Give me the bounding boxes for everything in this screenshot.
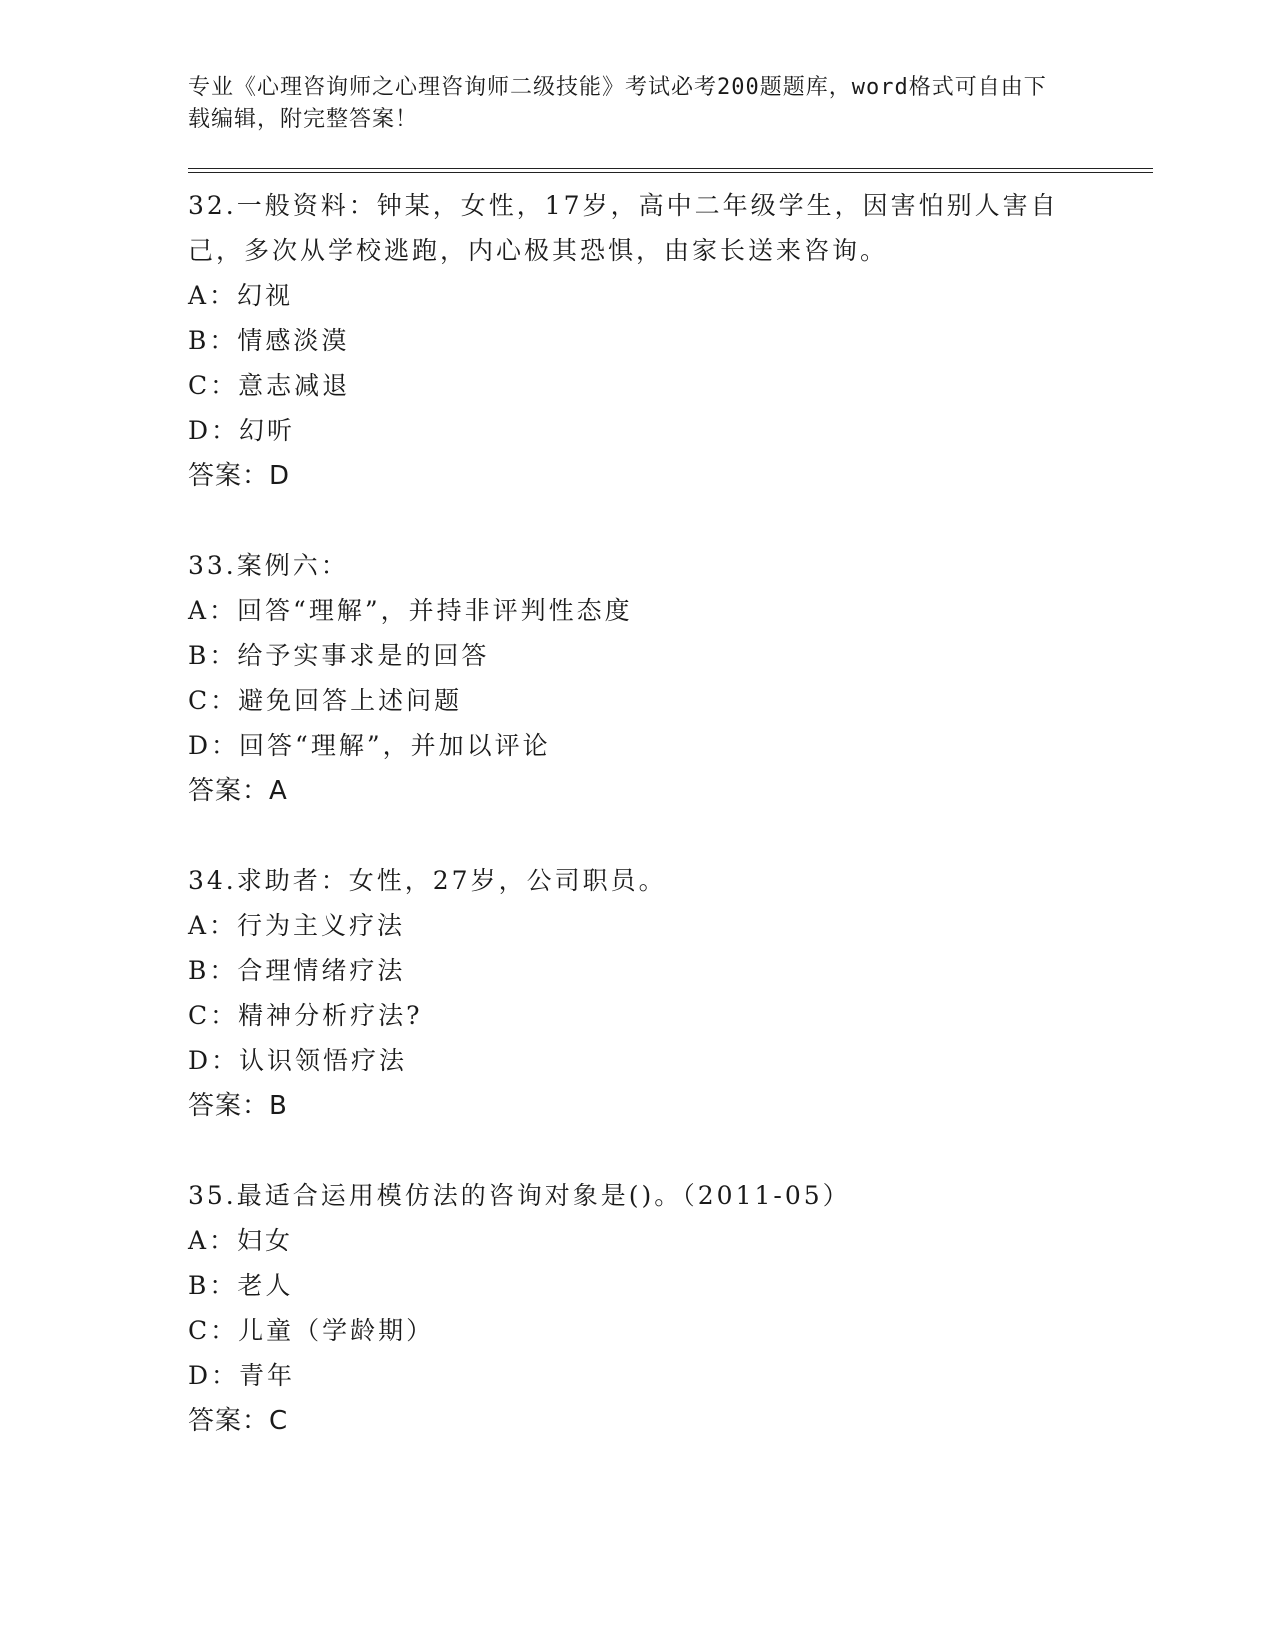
document-page: [188, 72, 1153, 1488]
answer-line: 答案：D: [188, 461, 291, 491]
question-stem: 34.求助者：女性，27岁，公司职员。: [188, 866, 667, 895]
question-stem: 33.案例六：: [188, 551, 349, 580]
question-stem: 32.一般资料：钟某，女性，17岁，高中二年级学生，因害怕别人害自己，多次从学校逃跑，内心极其恐惧，由家长送来咨询。: [188, 191, 1059, 265]
option-d: D：回答“理解”，并加以评论: [188, 731, 551, 760]
option-d: D：幻听: [188, 416, 296, 445]
option-a: A：幻视: [188, 281, 294, 310]
option-a: A：回答“理解”，并持非评判性态度: [188, 596, 633, 625]
option-c: C：精神分析疗法?: [188, 1001, 423, 1030]
option-b: B：情感淡漠: [188, 326, 350, 355]
option-d: D：青年: [188, 1361, 296, 1390]
option-b: B：给予实事求是的回答: [188, 641, 490, 670]
answer-line: 答案：A: [188, 776, 288, 806]
double-rule-divider: [188, 168, 1153, 173]
option-a: A：行为主义疗法: [188, 911, 406, 940]
header-note: 专业《心理咨询师之心理咨询师二级技能》考试必考200题题库，word格式可自由下载编辑，附完整答案！: [188, 75, 1047, 132]
option-b: B：合理情绪疗法: [188, 956, 406, 985]
answer-line: 答案：B: [188, 1091, 288, 1121]
question-32: [188, 183, 1153, 499]
question-list: [188, 183, 1153, 1444]
question-35: [188, 1173, 1153, 1444]
option-c: C：儿童（学龄期）: [188, 1316, 435, 1345]
option-a: A：妇女: [188, 1226, 294, 1255]
option-d: D：认识领悟疗法: [188, 1046, 408, 1075]
option-c: C：意志减退: [188, 371, 351, 400]
answer-line: 答案：C: [188, 1406, 289, 1436]
question-stem: 35.最适合运用模仿法的咨询对象是()。（2011-05）: [188, 1181, 851, 1210]
option-c: C：避免回答上述问题: [188, 686, 463, 715]
question-33: [188, 543, 1153, 814]
question-34: [188, 858, 1153, 1129]
option-b: B：老人: [188, 1271, 294, 1300]
